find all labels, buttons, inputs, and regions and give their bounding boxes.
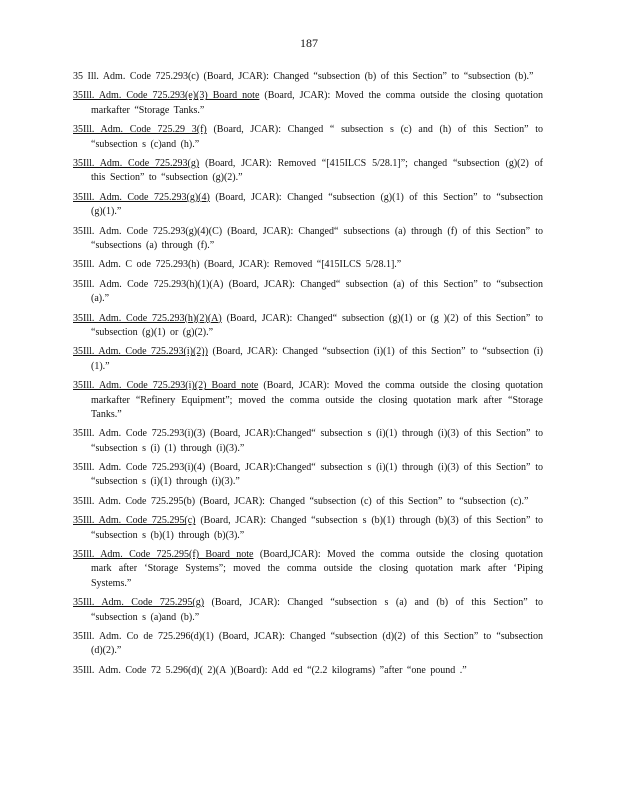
amendment-entry — [73, 157, 543, 186]
amendment-entry — [73, 123, 543, 152]
entry-text: (Board, JCAR): Moved the comma outside the closing quotation markafter “Storage Tanks.” — [91, 90, 544, 116]
citation: 35Ill. Adm. Code 725.295(g) — [73, 597, 205, 609]
amendment-list — [73, 70, 543, 683]
citation: 35Ill. Adm. Code 725.293(i)(2) Board note — [73, 380, 259, 392]
amendment-entry — [73, 312, 543, 341]
citation: 35Ill. Adm. Code 725.293(i)(3) — [73, 428, 206, 440]
entry-text: (Board, JCAR): Changed “subsection (d)(2) of this Section” to “subsection (d)(2).” — [91, 630, 544, 657]
amendment-entry — [73, 70, 543, 84]
citation: 35Ill. Adm. Code 725.29 3(f) — [73, 124, 207, 136]
entry-text: (Board, JCAR): Moved the comma outside the closing quotation markafter “Refinery Equipment”; moved the comma outside the closing quotation mark after “Storage Tanks.” — [91, 380, 543, 420]
citation: 35Ill. Adm. Code 725.295(b) — [73, 495, 196, 507]
entry-text: (Board, JCAR):Changed“ subsection s (i)(1) through (i)(3) of this Section” to “subsection s (i) (1) through (i)(3).” — [91, 428, 543, 454]
entry-text: (Board, JCAR): Changed“ subsection (g)(1) or (g )(2) of this Section” to “subsection (g)(1) or (g)(2).” — [91, 312, 543, 338]
amendment-entry — [73, 258, 543, 272]
amendment-entry — [73, 225, 543, 254]
amendment-entry — [73, 514, 543, 543]
amendment-entry — [73, 461, 543, 490]
entry-text: (Board, JCAR): Changed “subsection s (b)(1) through (b)(3) of this Section” to “subsection s (b)(1) through (b)(3).” — [91, 515, 543, 541]
amendment-entry — [73, 596, 543, 625]
amendment-entry — [73, 427, 543, 456]
citation: 35Ill. Adm. Code 725.293(h)(2)(A) — [73, 312, 222, 324]
entry-text: (Board, JCAR): Changed“ subsection (a) of this Section” to “subsection (a).” — [91, 278, 543, 305]
entry-text: (Board, JCAR): Changed “subsection (b) of this Section” to “subsection (b).” — [199, 71, 534, 82]
citation: 35Ill. Adm. Code 725.293(i)(4) — [73, 462, 206, 474]
citation: 35Ill. Adm. Code 725.293(g)(4)(C) — [73, 225, 223, 237]
citation: 35Ill. Adm. Code 725.295(c) — [73, 515, 196, 527]
amendment-entry — [73, 495, 543, 509]
entry-text: (Board): Add ed “(2.2 kilograms) ”after “one pound .” — [233, 664, 467, 676]
amendment-entry — [73, 278, 543, 307]
amendment-entry — [73, 379, 543, 422]
entry-text: (Board, JCAR): Changed “subsection (c) of this Section” to “subsection (c).” — [195, 495, 529, 507]
amendment-entry — [73, 89, 543, 118]
entry-text: (Board, JCAR): Changed “subsection (g)(1) of this Section” to “subsection (g)(1).” — [91, 191, 544, 218]
citation: 35Ill. Adm. Code 725.295(f) Board note — [73, 549, 254, 561]
amendment-entry — [73, 345, 543, 374]
citation: 35 Ill. Adm. Code 725.293(c) — [73, 71, 200, 82]
entry-text: (Board, JCAR): Changed “subsection s (a) and (b) of this Section” to “subsection s (a)and (b).” — [91, 597, 543, 623]
citation: 35Ill. Adm. Code 72 5.296(d)( 2)(A ) — [73, 664, 234, 676]
entry-text: (Board, JCAR): Changed “subsection (i)(1) of this Section” to “subsection (i)(1).” — [91, 346, 544, 372]
amendment-entry — [73, 664, 543, 678]
citation: 35Ill. Adm. Co de 725.296(d)(1) — [73, 630, 214, 642]
citation: 35Ill. Adm. C ode 725.293(h) — [73, 259, 200, 271]
amendment-entry — [73, 630, 543, 659]
citation: 35Ill. Adm. Code 725.293(g) — [73, 158, 200, 170]
entry-text: (Board, JCAR):Changed“ subsection s (i)(1) through (i)(3) of this Section” to “subsection s (i)(1) through (i)(3).” — [91, 462, 543, 488]
amendment-entry — [73, 191, 543, 220]
entry-text: (Board, JCAR): Removed “[415ILCS 5/28.1].” — [199, 259, 402, 271]
entry-text: (Board, JCAR): Removed “[415ILCS 5/28.1]”; changed “subsection (g)(2) of this Section” to “subsection (g)(2).” — [91, 158, 544, 184]
citation: 35Ill. Adm. Code 725.293(i)(2)) — [73, 346, 208, 358]
entry-text: (Board,JCAR): Moved the comma outside the closing quotation mark after ‘Storage Systems”; moved the comma outside the closing quotation mark after ‘Piping Systems.” — [91, 549, 543, 589]
citation: 35Ill. Adm. Code 725.293(h)(1)(A) — [73, 278, 224, 290]
page-number: 187 — [300, 36, 318, 50]
entry-text: (Board, JCAR): Changed “ subsection s (c) and (h) of this Section” to “subsection s (c)and (h).” — [91, 124, 543, 150]
citation: 35Ill. Adm. Code 725.293(g)(4) — [73, 191, 210, 203]
entry-text: (Board, JCAR): Changed“ subsections (a) through (f) of this Section” to “subsections (a) through (f).” — [91, 225, 543, 251]
amendment-entry — [73, 548, 543, 591]
citation: 35Ill. Adm. Code 725.293(e)(3) Board note — [73, 90, 260, 102]
